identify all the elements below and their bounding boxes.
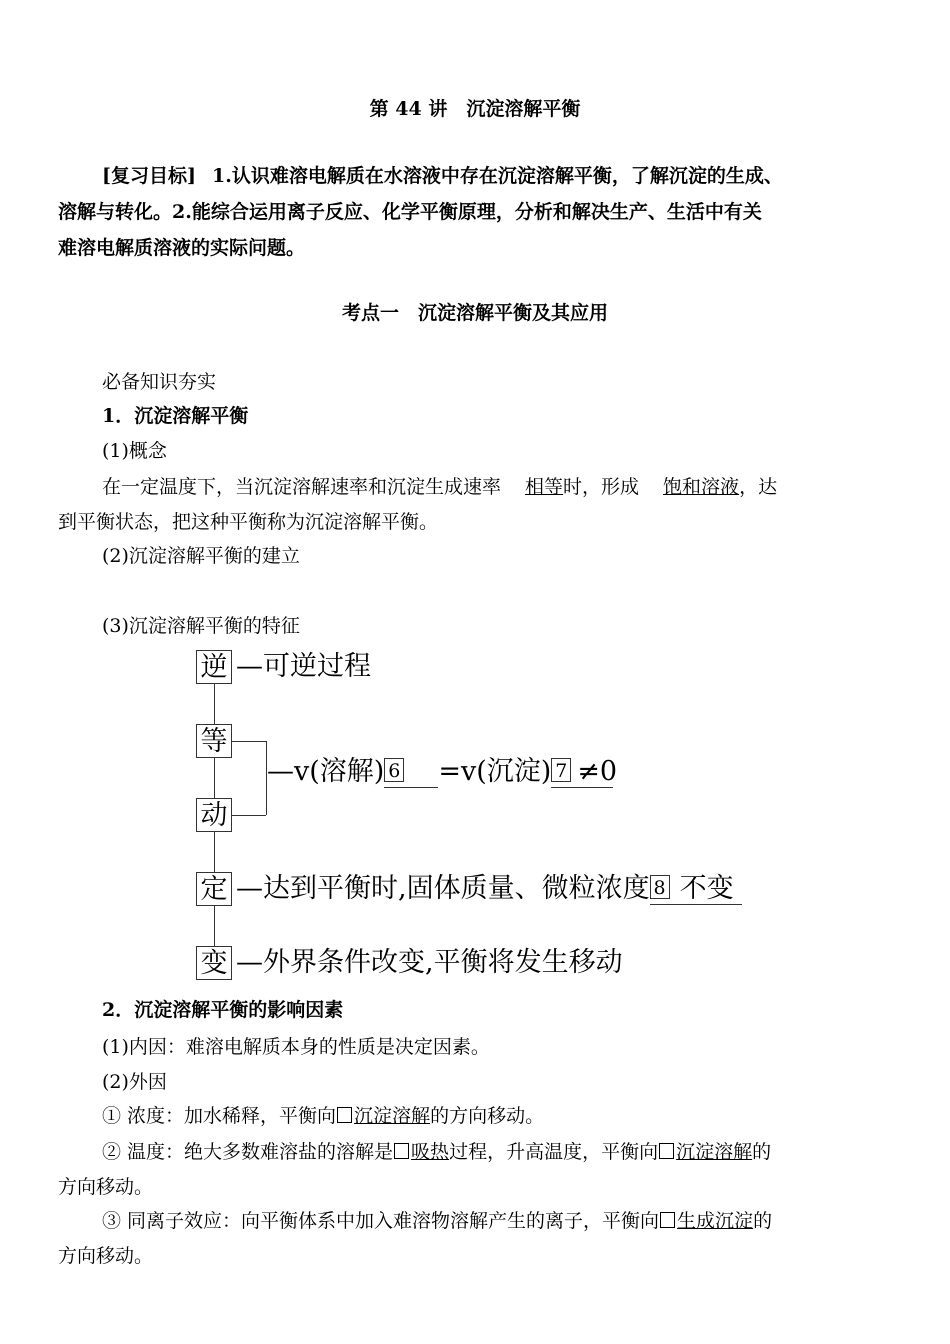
number-box-8: 8 [650, 875, 670, 899]
bracket-top [232, 741, 266, 742]
box-dynamic: 动 [196, 798, 232, 832]
review-goals-line-2: 溶解与转化。2.能综合运用离子反应、化学平衡原理，分析和解决生产、生活中有关 [58, 201, 762, 223]
blank-box-icon [660, 1212, 675, 1228]
common-ion-line-1 [102, 1208, 772, 1234]
change-text: —外界条件改变,平衡将发生移动 [236, 947, 623, 978]
connector-3 [214, 832, 215, 872]
box-fixed: 定 [196, 872, 232, 906]
blank-box-icon [659, 1143, 674, 1159]
review-goals-text-1: 1.认识难溶电解质在水溶液中存在沉淀溶解平衡，了解沉淀的生成、 [211, 165, 783, 187]
number-box-6: 6 [384, 758, 404, 782]
external-factor-title: (2)外因 [102, 1071, 167, 1093]
blank-box-icon [394, 1143, 409, 1159]
concentration-text-a: ① 浓度：加水稀释，平衡向 [102, 1105, 337, 1127]
answer-endothermic: 吸热 [411, 1141, 450, 1163]
concept-text-b: 时，形成 [563, 476, 640, 498]
answer-blank-6 [384, 757, 438, 788]
temperature-text-b: 过程，升高温度，平衡向 [449, 1141, 659, 1163]
section-title: 考点一 沉淀溶解平衡及其应用 [341, 302, 608, 324]
answer-blank-8 [650, 874, 742, 905]
concept-line-2: 到平衡状态，把这种平衡称为沉淀溶解平衡。 [58, 511, 439, 533]
concept-text-a: 在一定温度下，当沉淀溶解速率和沉淀生成速率 [102, 476, 502, 498]
concentration-line [102, 1103, 544, 1129]
fixed-description: —达到平衡时,固体质量、微粒浓度 [236, 873, 650, 904]
temperature-line-2: 方向移动。 [58, 1176, 154, 1198]
blank-box-icon [337, 1107, 352, 1123]
reversible-text: —可逆过程 [236, 651, 371, 682]
connector-4 [214, 906, 215, 946]
fixed-text [236, 872, 742, 906]
box-reversible: 逆 [196, 650, 232, 684]
answer-not-zero: ≠0 [577, 756, 618, 787]
answer-unchanged: 不变 [679, 873, 734, 904]
common-ion-text-a: ③ 同离子效应：向平衡体系中加入难溶物溶解产生的离子，平衡向 [102, 1210, 660, 1232]
review-goals-label: [复习目标] [102, 165, 196, 187]
rate-equation [267, 755, 618, 789]
answer-dissolve-2: 沉淀溶解 [676, 1141, 753, 1163]
knowledge-label: 必备知识夯实 [102, 371, 217, 393]
answer-precipitate: 生成沉淀 [677, 1210, 754, 1232]
bracket-bottom [232, 815, 266, 816]
concept-text-c: ，达 [739, 476, 778, 498]
temperature-line-1 [102, 1139, 771, 1165]
establish-title: (2)沉淀溶解平衡的建立 [102, 545, 300, 567]
rate-dissolve: —v(溶解) [267, 756, 385, 787]
review-goals-line-1 [102, 163, 783, 189]
concept-title: (1)概念 [102, 440, 167, 462]
concept-line-1 [102, 474, 777, 500]
common-ion-line-2: 方向移动。 [58, 1245, 154, 1267]
answer-saturated: 饱和溶液 [663, 476, 740, 498]
answer-dissolve-1: 沉淀溶解 [354, 1105, 431, 1127]
rate-precipitate: =v(沉淀) [438, 756, 552, 787]
heading-2: 2．沉淀溶解平衡的影响因素 [102, 999, 344, 1021]
number-box-7: 7 [551, 758, 571, 782]
heading-1: 1．沉淀溶解平衡 [102, 405, 249, 427]
concentration-text-b: 的方向移动。 [430, 1105, 545, 1127]
page-title: 第 44 讲 沉淀溶解平衡 [369, 98, 581, 120]
connector-1 [214, 684, 215, 724]
features-title: (3)沉淀溶解平衡的特征 [102, 615, 300, 637]
internal-factor: (1)内因：难溶电解质本身的性质是决定因素。 [102, 1036, 490, 1058]
common-ion-text-b: 的 [753, 1210, 773, 1232]
answer-blank-7 [551, 756, 618, 788]
temperature-text-c: 的 [752, 1141, 772, 1163]
connector-2 [214, 758, 215, 798]
temperature-text-a: ② 温度：绝大多数难溶盐的溶解是 [102, 1141, 394, 1163]
answer-equal: 相等 [525, 476, 564, 498]
box-change: 变 [196, 946, 232, 980]
box-equal: 等 [196, 724, 232, 758]
review-goals-line-3: 难溶电解质溶液的实际问题。 [58, 237, 306, 259]
